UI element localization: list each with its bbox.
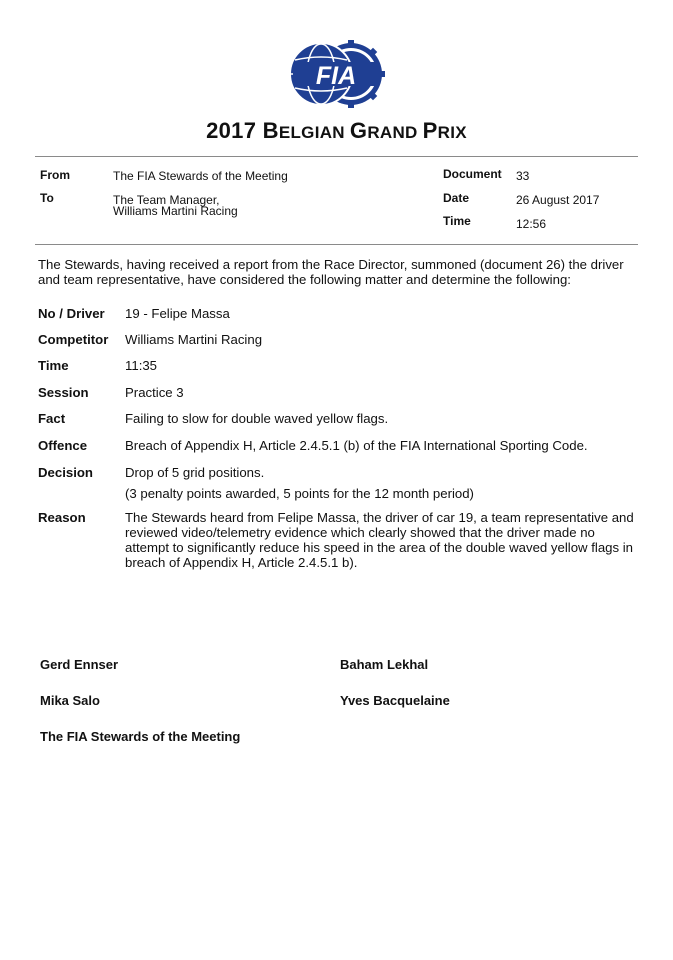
reason-label: Reason bbox=[38, 510, 86, 525]
incident-time-value: 11:35 bbox=[125, 358, 158, 373]
title-part: ELGIAN bbox=[278, 123, 350, 142]
fact-value: Failing to slow for double waved yellow flags. bbox=[125, 411, 389, 426]
reason-value: The Stewards heard from Felipe Massa, the driver of car 19, a team representative and reviewed video/telemetry evidence which clearly showed that the driver made no attempt to significantly reduce his speed in the area of the double waved yellow flags in breach of Appendix H, Article 2.4.5.1 b). bbox=[125, 510, 634, 570]
header-divider-bottom bbox=[35, 244, 638, 245]
page-title bbox=[0, 118, 673, 144]
intro-paragraph: The Stewards, having received a report from the Race Director, summoned (document 26) the driver and team representative, have considered the following matter and determine the following: bbox=[38, 257, 624, 287]
driver-value: 19 - Felipe Massa bbox=[125, 306, 230, 321]
fia-logo bbox=[287, 40, 385, 108]
signature-footer: The FIA Stewards of the Meeting bbox=[40, 729, 241, 744]
session-label: Session bbox=[38, 385, 89, 400]
signatory-3: Mika Salo bbox=[40, 693, 100, 708]
offence-label: Offence bbox=[38, 438, 88, 453]
title-part: P bbox=[422, 118, 438, 143]
signatory-2: Baham Lekhal bbox=[340, 657, 429, 672]
signatory-1: Gerd Ennser bbox=[40, 657, 119, 672]
time-label: Time bbox=[443, 214, 471, 228]
document-label: Document bbox=[443, 167, 502, 181]
decision-label: Decision bbox=[38, 465, 93, 480]
title-part: RIX bbox=[437, 123, 467, 142]
title-part: G bbox=[349, 118, 368, 143]
date-label: Date bbox=[443, 191, 470, 205]
competitor-value: Williams Martini Racing bbox=[125, 332, 263, 347]
competitor-label: Competitor bbox=[38, 332, 109, 347]
logo-text: FIA bbox=[315, 62, 357, 90]
to-value-line1: The Team Manager, bbox=[113, 193, 220, 207]
to-value-line2: Williams Martini Racing bbox=[113, 204, 238, 218]
title-part: RAND bbox=[367, 123, 423, 142]
fact-label: Fact bbox=[38, 411, 66, 426]
from-value: The FIA Stewards of the Meeting bbox=[113, 169, 288, 183]
offence-value: Breach of Appendix H, Article 2.4.5.1 (b) of the FIA International Sporting Code. bbox=[125, 438, 588, 453]
date-value: 26 August 2017 bbox=[516, 193, 600, 207]
from-label: From bbox=[40, 168, 70, 182]
driver-label: No / Driver bbox=[38, 306, 105, 321]
signatory-4: Yves Bacquelaine bbox=[340, 693, 450, 708]
header-divider-top bbox=[35, 156, 638, 157]
session-value: Practice 3 bbox=[125, 385, 184, 400]
incident-time-label: Time bbox=[38, 358, 69, 373]
decision-value-line2: (3 penalty points awarded, 5 points for the 12 month period) bbox=[125, 486, 474, 501]
to-label: To bbox=[40, 191, 54, 205]
time-value: 12:56 bbox=[516, 217, 547, 231]
document-value: 33 bbox=[516, 169, 530, 183]
decision-value-line1: Drop of 5 grid positions. bbox=[125, 465, 265, 480]
title-part: 2017 B bbox=[206, 118, 279, 143]
